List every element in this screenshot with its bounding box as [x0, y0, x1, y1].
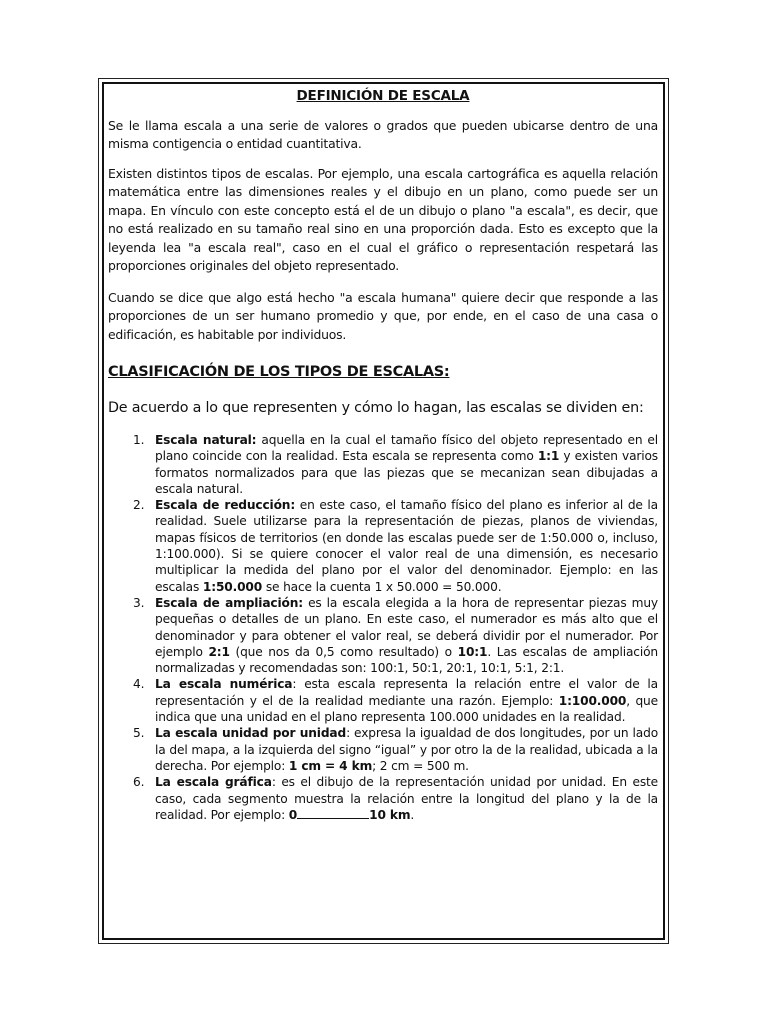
paragraph-definition: Se le llama escala a una serie de valores o grados que pueden ubicarse dentro de una misma contigencia o entidad cuantitativa.	[108, 118, 658, 152]
list-item-number: 1.	[133, 433, 145, 447]
classification-intro: De acuerdo a lo que representen y cómo lo hagan, las escalas se dividen en:	[108, 400, 644, 416]
list-item-text: aquella en la cual el tamaño físico del objeto representado en el plano coincide con la realidad. Esta escala se representa como	[155, 433, 658, 464]
document-title: DEFINICIÓN DE ESCALA	[296, 88, 470, 104]
list-item	[108, 432, 658, 497]
list-item-bold-text: La escala unidad por unidad	[155, 726, 347, 741]
list-item-text: , que indica que una unidad en el plano representa 100.000 unidades en la realidad.	[155, 693, 658, 725]
section-heading-text: CLASIFICACIÓN DE LOS TIPOS DE ESCALAS	[108, 364, 444, 380]
list-item-bold-text: La escala gráfica	[155, 775, 272, 790]
paragraph-human-scale: Cuando se dice que algo está hecho "a escala humana" quiere decir que responde a las proporciones de un ser humano promedio y que, por ende, en el caso de una casa o edificación, es habitable por individuos.	[108, 290, 658, 342]
list-item-text: : expresa la igualdad de dos longitudes, por un lado la del mapa, a la izquierda del signo “igual” y por otro la de la realidad, ubicada a la derecha. Por ejemplo:	[155, 726, 658, 773]
list-item-bold-text: La escala numérica	[155, 677, 293, 692]
list-item-bold-text: 2:1	[208, 644, 230, 659]
list-item-text: en este caso, el tamaño físico del plano es inferior al de la realidad. Suele utilizarse para la representación de piezas, planos de viviendas, mapas físicos de territorios (en donde las escalas puede ser de 1:50.000 o, incluso, 1:100.000). Si se quiere conocer el valor real de una dimensión, es necesario multiplicar la medida del plano por el valor del denominador. Ejemplo: en las escalas	[155, 498, 658, 594]
list-item-text: (que nos da 0,5 como resultado) o	[229, 644, 458, 659]
scale-types-list	[108, 432, 658, 823]
list-item-text: : esta escala representa la relación entre el valor de la representación y el de la realidad mediante una razón. Ejemplo:	[155, 677, 658, 708]
list-item-bold-text: 0	[288, 807, 298, 822]
list-item-bold-text: 1:1	[537, 449, 560, 464]
section-heading	[108, 362, 658, 382]
list-item	[108, 774, 658, 823]
list-item-text: se hace la cuenta 1 x 50.000 = 50.000.	[262, 579, 502, 594]
list-item-text: : es el dibujo de la representación unidad por unidad. En este caso, cada segmento muestra la relación entre la longitud del plano y la de la realidad. Por ejemplo:	[155, 775, 658, 822]
list-item-text: . Las escalas de ampliación normalizadas y recomendadas son: 100:1, 50:1, 20:1, 10:1, 5:1, 2:1.	[155, 644, 658, 676]
list-item-bold-text: 1 cm = 4 km	[288, 758, 373, 773]
list-item-number: 5.	[133, 726, 145, 741]
list-item-bold-text: 10:1	[457, 644, 488, 659]
list-item-text: .	[410, 807, 415, 822]
paragraph-types: Existen distintos tipos de escalas. Por ejemplo, una escala cartográfica es aquella relación matemática entre las dimensiones reales y el dibujo en un plano, como puede ser un mapa. En vínculo con este concepto está el de un dibujo o plano "a escala", es decir, que no está realizado en su tamaño real sino en una proporción dada. Esto es excepto que la leyenda lea "a escala real", caso en el cual el gráfico o representación respetará las proporciones originales del objeto representado.	[108, 166, 658, 274]
section-heading-colon: :	[443, 364, 450, 380]
document-content	[108, 86, 658, 822]
list-item	[108, 725, 658, 774]
list-item-bold-text: 10 km	[369, 807, 411, 822]
list-item-number: 3.	[133, 595, 145, 610]
list-item-bold-text: Escala natural:	[155, 433, 257, 447]
list-item-text: ; 2 cm = 500 m.	[372, 758, 469, 773]
graphic-scale-line	[297, 808, 369, 819]
list-item	[108, 497, 658, 595]
list-item-bold-text: 1:100.000	[558, 693, 627, 708]
list-item-bold-text: Escala de reducción:	[155, 498, 296, 513]
list-item-number: 4.	[133, 677, 145, 692]
list-item-bold-text: Escala de ampliación:	[155, 595, 303, 610]
list-item-bold-text: 1:50.000	[202, 579, 263, 594]
list-item-number: 6.	[133, 775, 145, 790]
list-item-text: es la escala elegida a la hora de representar piezas muy pequeñas o detalles de un plano. En este caso, el numerador es más alto que el denominador y para obtener el valor real, se deberá dividir por el numerador. Por ejemplo	[155, 595, 658, 659]
list-item-number: 2.	[133, 498, 145, 513]
list-item-text: y existen varios formatos normalizados para que las piezas que se mecanizan sean dibujadas a escala natural.	[155, 449, 658, 496]
list-item	[108, 595, 658, 676]
list-item	[108, 676, 658, 725]
